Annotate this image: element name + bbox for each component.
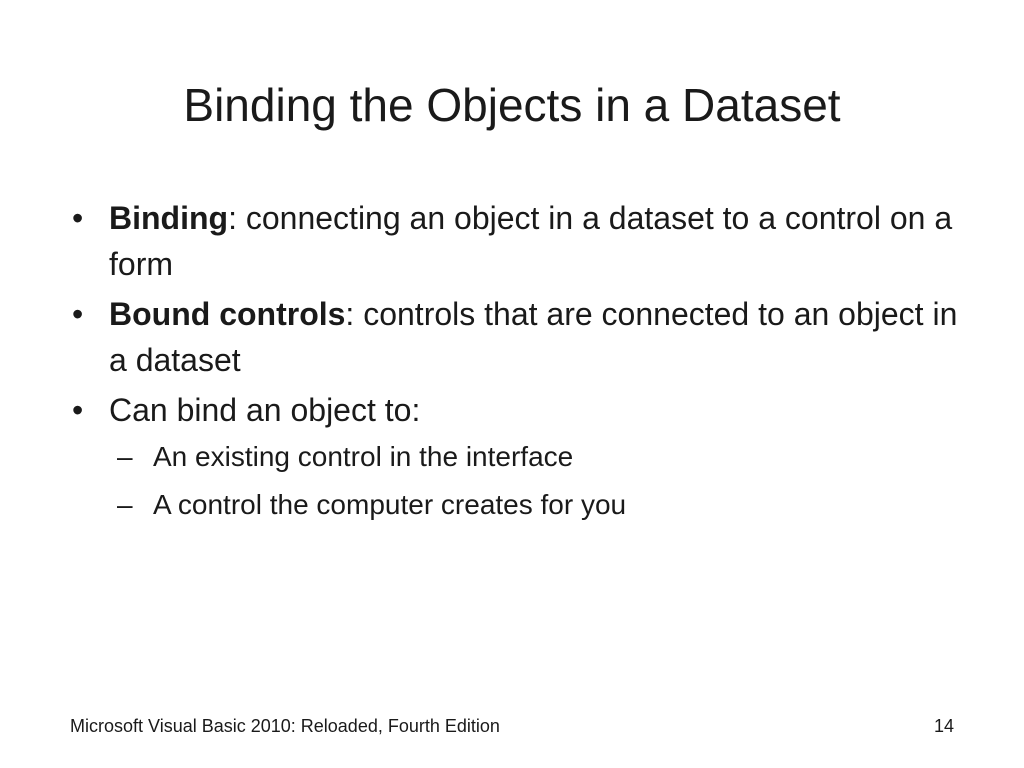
bullet-text: Can bind an object to: — [109, 392, 421, 428]
slide-title: Binding the Objects in a Dataset — [183, 79, 841, 131]
sub-bullet-mark: – — [117, 489, 133, 520]
bullet-definition: : controls that are connected to an object in a dataset — [109, 296, 958, 378]
sub-bullet-text: A control the computer creates for you — [153, 489, 627, 520]
bullet-item-binding — [72, 195, 972, 287]
page-number: 14 — [933, 716, 954, 736]
bullet-text — [109, 195, 972, 287]
bullet-text — [109, 291, 972, 383]
bullet-item-bound-controls — [72, 291, 972, 383]
sub-bullet-mark: – — [117, 441, 133, 472]
bullet-term: Binding — [109, 200, 229, 236]
footer-book-title: Microsoft Visual Basic 2010: Reloaded, Fourth Edition — [70, 716, 500, 736]
sub-bullet-text: An existing control in the interface — [153, 441, 574, 472]
sub-bullet-item-computer-creates — [117, 485, 972, 525]
bullet-term: Bound controls — [109, 296, 346, 332]
bullet-list — [72, 195, 972, 533]
bullet-mark: • — [72, 392, 84, 428]
bullet-mark: • — [72, 296, 84, 332]
sub-bullet-list — [72, 437, 972, 525]
bullet-item-can-bind — [72, 387, 972, 433]
bullet-definition: : connecting an object in a dataset to a control on a form — [109, 200, 953, 282]
bullet-mark: • — [72, 200, 84, 236]
sub-bullet-item-existing-control — [117, 437, 972, 477]
